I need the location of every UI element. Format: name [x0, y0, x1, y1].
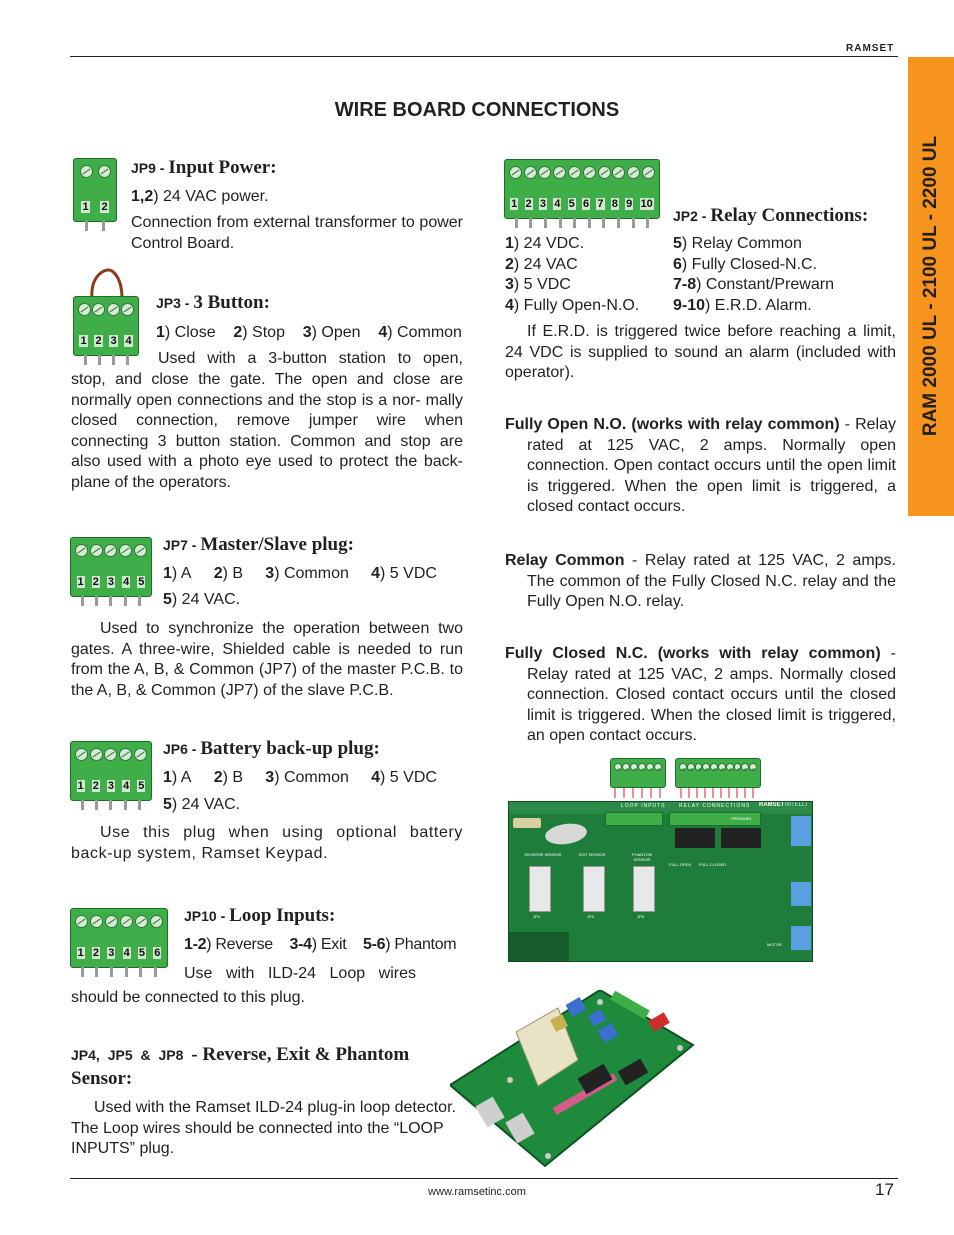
board-loop-inputs-label: LOOP INPUTS [621, 803, 666, 809]
jp6-description: Use this plug when using optional battery back-up system, Ramset Keypad. [71, 824, 463, 862]
jp2-description: If E.R.D. is triggered twice before reaching a limit, 24 VDC is supplied to sound an alarm (included with operator). [505, 323, 896, 381]
board-reverse-label: REVERSE SENSOR [524, 852, 562, 857]
jp6-pin-number: 5 [138, 780, 145, 792]
page-number: 17 [875, 1180, 894, 1199]
jp7-pin-number: 4 [123, 576, 130, 588]
jp2-pin-number: 3 [539, 198, 546, 210]
jp10-heading: JP10 - Loop Inputs: [184, 905, 336, 926]
board-prewarn-label: PREWARN [731, 816, 752, 821]
jp10-pin-number: 3 [108, 947, 115, 959]
board-intelli-label: INTELLI [785, 802, 808, 808]
jp2-pin-number: 1 [511, 198, 518, 210]
jp6-heading: JP6 - Battery back-up plug: [163, 738, 380, 759]
jp2-pin-number: 10 [640, 198, 653, 210]
fully-closed-description: Fully Closed N.C. (works with relay common) - Relay rated at 125 VAC, 2 amps. Normally closed connection. Closed contact occurs until the closed limit is triggered. When the closed limit is triggered, an open contact occurs. [505, 645, 896, 744]
board-full-closed-label: FULL CLOSED [699, 862, 727, 867]
jp10-description: should be connected to this plug. [71, 989, 305, 1006]
board-jp5-label: JP5 [587, 914, 594, 919]
jp7-connector-image [70, 537, 152, 597]
jp2-pins-right: 5) Relay Common 6) Fully Closed-N.C. 7-8) Constant/Prewarn 9-10) E.R.D. Alarm. [673, 235, 834, 314]
jp2-pin-number: 5 [568, 198, 575, 210]
relay-connector-image [675, 758, 761, 788]
control-board-photo [450, 990, 695, 1168]
jp10-pins-line1: 1-2) Reverse 3-4) Exit 5-6) Phantom [184, 936, 457, 953]
jp3-heading: JP3 - 3 Button: [156, 292, 270, 313]
footer-url: www.ramsetinc.com [428, 1186, 526, 1198]
side-tab-label: RAM 2000 UL - 2100 UL - 2200 UL [920, 135, 941, 437]
board-jp4-label: JP4 [533, 914, 540, 919]
jp6-pins-line1: 1) A 2) B 3) Common 4) 5 VDC [163, 769, 437, 786]
jp10-pin-number: 2 [92, 947, 100, 959]
page-title: WIRE BOARD CONNECTIONS [334, 99, 620, 121]
connector-arrows [608, 788, 764, 802]
jp10-pin-number: 4 [123, 947, 130, 959]
jp2-pins-left: 1) 24 VDC. 2) 24 VAC 3) 5 VDC 4) Fully Open-N.O. [505, 235, 640, 314]
jp10-connector-image [70, 908, 168, 968]
jp7-pins-line2: 5) 24 VAC. [163, 591, 241, 608]
jp9-pin-number: 2 [101, 201, 108, 213]
loop-inputs-connector-image [610, 758, 666, 788]
jp3-pin-number: 1 [80, 335, 87, 347]
jp3-description: stop, and close the gate. The open and close are normally open connections and the stop is a nor- mally closed connection, remove jumper wire when connecting 3 button station. Common and stop are also used with a photo eye used to protect the back- plane of the operators. [71, 371, 463, 491]
fully-open-description: Fully Open N.O. (works with relay common) - Relay rated at 125 VAC, 2 amps. Normally open connection. Open contact occurs until the open limit is triggered. When the open limit is triggered, a closed contact occurs. [505, 416, 897, 515]
jp9-heading: JP9 - Input Power: [131, 157, 277, 178]
board-full-open-label: FULL OPEN [669, 862, 692, 867]
jp6-connector-image [70, 741, 152, 801]
jp10-pin-number: 5 [138, 947, 146, 959]
jp2-pin-number: 6 [583, 198, 590, 210]
jp2-pin-number: 4 [554, 198, 561, 210]
jp3-pin-number: 3 [110, 335, 117, 347]
jp4-jp5-jp8-description: Used with the Ramset ILD-24 plug-in loop detector. The Loop wires should be connected into the “LOOP INPUTS” plug. [71, 1099, 456, 1157]
side-tab [908, 57, 954, 516]
relay-common-description: Relay Common - Relay rated at 125 VAC, 2 amps. The common of the Fully Closed N.C. relay and the Fully Open N.O. relay. [505, 552, 897, 610]
jp2-pin-number: 8 [611, 198, 618, 210]
jp6-pin-number: 2 [92, 780, 99, 792]
jp2-pin-number: 2 [525, 198, 532, 210]
jp9-pins-text: 1,2) 24 VAC power. [131, 188, 269, 205]
jp7-pins-line1: 1) A 2) B 3) Common 4) 5 VDC [163, 565, 437, 582]
board-phantom-label: PHANTOM SENSOR [632, 852, 652, 862]
jp7-description: Used to synchronize the operation between two gates. A three-wire, Shielded cable is needed to run from the A, B, & Common (JP7) of the master P.C.B. to the A, B, & Common (JP7) of the slave P.C.B. [71, 620, 463, 699]
jp10-pin-number: 1 [77, 947, 84, 959]
header-brand: RAMSET [846, 43, 895, 54]
jp3-connector-image [73, 296, 139, 356]
jp4-jp5-jp8-heading: JP4, JP5 & JP8 - Reverse, Exit & Phantom Sensor: [71, 1044, 410, 1089]
jp2-pin-number: 7 [597, 198, 604, 210]
jp7-pin-number: 1 [77, 576, 84, 588]
jp3-pin-number: 4 [125, 335, 132, 347]
jp6-pin-number: 4 [123, 780, 130, 792]
header-rule [70, 56, 898, 57]
jp2-pin-number: 9 [626, 198, 633, 210]
board-exit-label: EXIT SENSOR [578, 852, 606, 857]
jp3-description-first-line: Used with a 3-button station to open, [158, 350, 463, 367]
jp3-pin-number: 2 [95, 335, 102, 347]
jp9-description: Connection from external transformer to power Control Board. [131, 214, 463, 252]
jp7-heading: JP7 - Master/Slave plug: [163, 534, 354, 555]
jp2-connector-image [504, 159, 660, 219]
jp10-description-first-line: Use with ILD-24 Loop wires [184, 965, 416, 982]
board-relay-connections-label: RELAY CONNECTIONS [679, 803, 751, 809]
board-brand-label: RAMSET [759, 802, 785, 808]
footer-rule [70, 1178, 898, 1179]
jp10-pin-number: 6 [154, 947, 161, 959]
board-motor-label: MOTOR [767, 942, 782, 947]
jp6-pin-number: 1 [77, 780, 84, 792]
jp7-pin-number: 2 [92, 576, 99, 588]
jp6-pin-number: 3 [107, 780, 115, 792]
board-jp8-label: JP8 [637, 914, 644, 919]
jp3-pins-text: 1) Close 2) Stop 3) Open 4) Common [156, 324, 462, 341]
jp9-pin-number: 1 [82, 201, 89, 213]
control-board-closeup-image [508, 801, 813, 962]
jp6-pins-line2: 5) 24 VAC. [163, 796, 241, 813]
jp2-heading: JP2 - Relay Connections: [673, 205, 869, 226]
jp7-pin-number: 3 [107, 576, 115, 588]
jp7-pin-number: 5 [138, 576, 145, 588]
jp9-connector-image [73, 158, 117, 222]
